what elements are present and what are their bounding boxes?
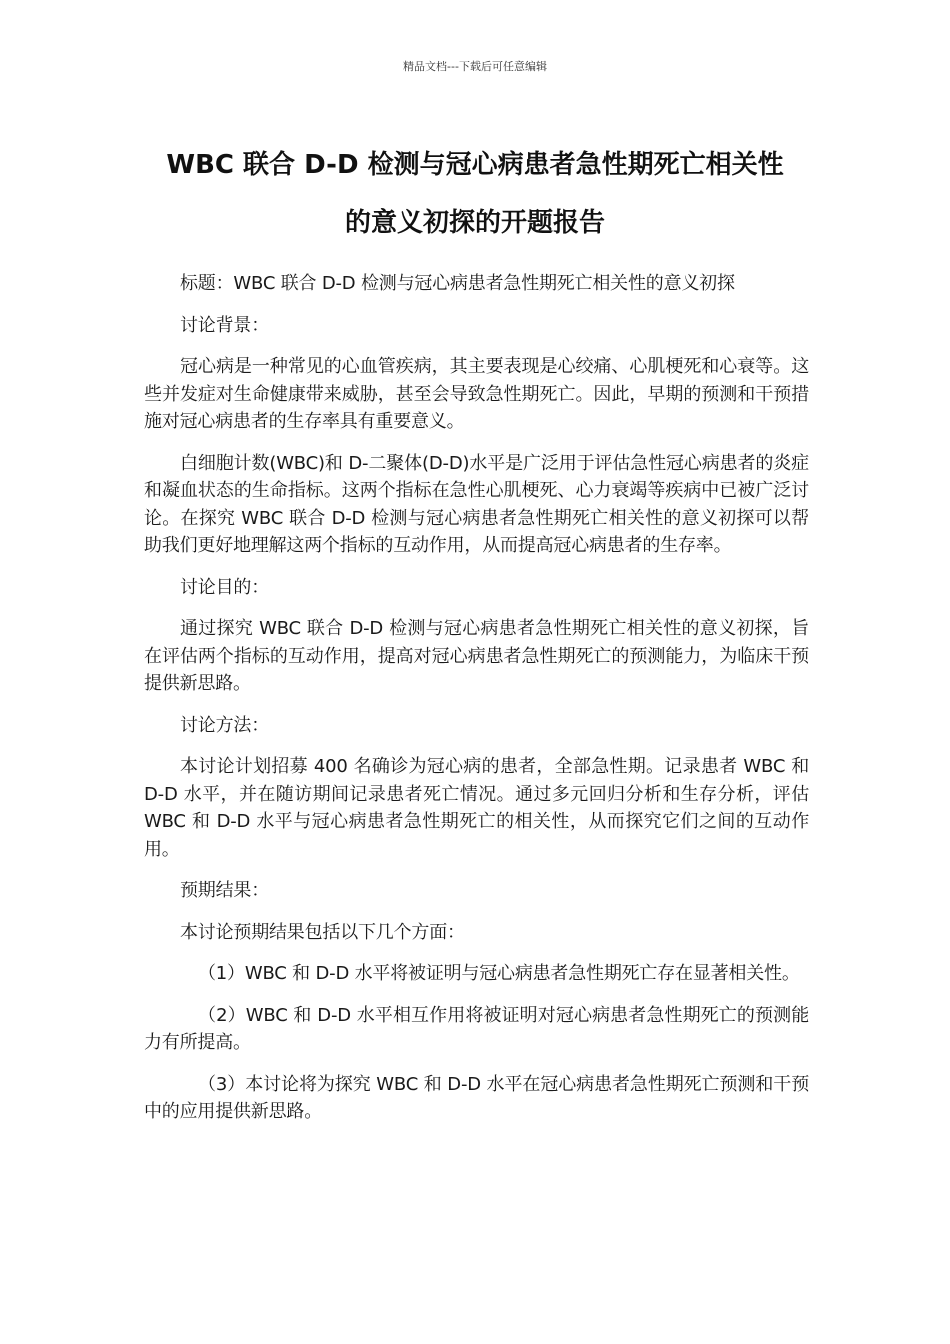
heading-background: 讨论背景： <box>180 314 269 336</box>
paragraph-expected-intro: 本讨论预期结果包括以下几个方面： <box>180 921 465 943</box>
title-line-1: WBC 联合 D-D 检测与冠心病患者急性期死亡相关性 <box>166 150 784 180</box>
paragraph-title: 标题：WBC 联合 D-D 检测与冠心病患者急性期死亡相关性的意义初探 <box>180 273 735 294</box>
heading-purpose: 讨论目的： <box>180 576 269 598</box>
document-body <box>144 270 809 1140</box>
header-note: 精品文档---下载后可任意编辑 <box>403 60 547 73</box>
document-title <box>100 136 850 252</box>
heading-method: 讨论方法： <box>180 714 269 736</box>
paragraph-background-1: 冠心病是一种常见的心血管疾病，其主要表现是心绞痛、心肌梗死和心衰等。这些并发症对生命健康带来威胁，甚至会导致急性期死亡。因此，早期的预测和干预措施对冠心病患者的生存率具有重要意义。 <box>144 356 809 432</box>
expected-result-item-2: （2）WBC 和 D-D 水平相互作用将被证明对冠心病患者急性期死亡的预测能力有所提高。 <box>144 1004 809 1053</box>
expected-result-item-3: （3）本讨论将为探究 WBC 和 D-D 水平在冠心病患者急性期死亡预测和干预中的应用提供新思路。 <box>144 1073 809 1122</box>
paragraph-background-2: 白细胞计数(WBC)和 D-二聚体(D-D)水平是广泛用于评估急性冠心病患者的炎症和凝血状态的生命指标。这两个指标在急性心肌梗死、心力衰竭等疾病中已被广泛讨论。在探究 WBC 联合 D-D 检测与冠心病患者急性期死亡相关性的意义初探可以帮助我们更好地理解这两个指标的互动作用，从而提高冠心病患者的生存率。 <box>144 452 809 556</box>
heading-expected-results: 预期结果： <box>180 880 269 901</box>
paragraph-purpose: 通过探究 WBC 联合 D-D 检测与冠心病患者急性期死亡相关性的意义初探，旨在评估两个指标的互动作用，提高对冠心病患者急性期死亡的预测能力，为临床干预提供新思路。 <box>144 618 809 694</box>
expected-result-item-1: （1）WBC 和 D-D 水平将被证明与冠心病患者急性期死亡存在显著相关性。 <box>198 963 800 984</box>
title-line-2: 的意义初探的开题报告 <box>344 208 605 238</box>
paragraph-method: 本讨论计划招募 400 名确诊为冠心病的患者，全部急性期。记录患者 WBC 和 D-D 水平，并在随访期间记录患者死亡情况。通过多元回归分析和生存分析，评估 WBC 和 D-D 水平与冠心病患者急性期死亡的相关性，从而探究它们之间的互动作用。 <box>144 756 809 860</box>
